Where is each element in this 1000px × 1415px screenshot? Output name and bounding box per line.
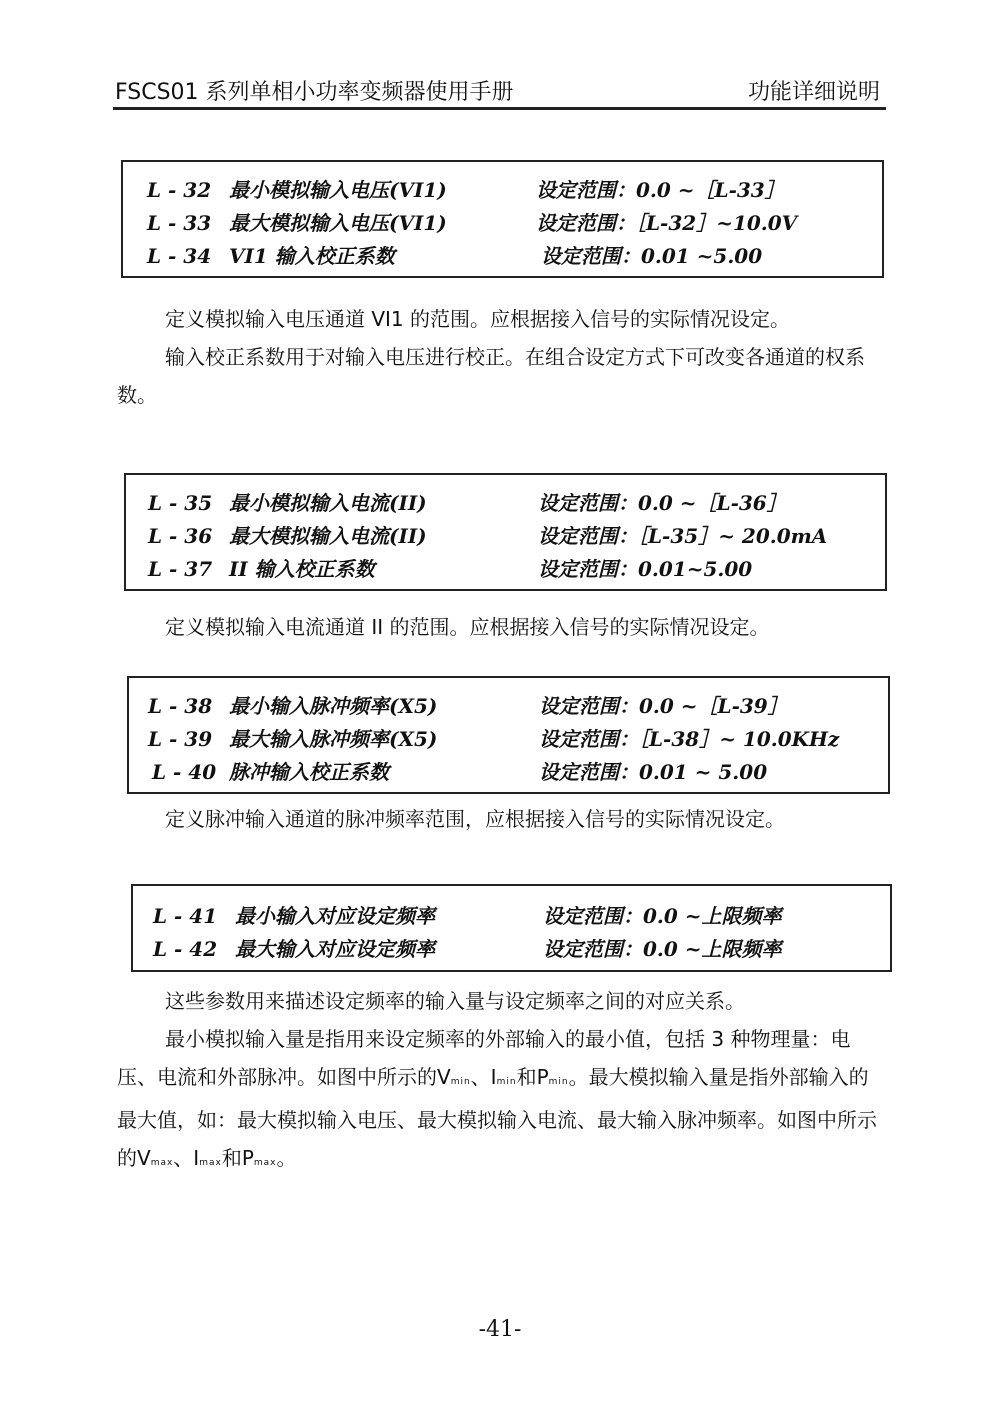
paragraph-text: 定义模拟输入电压通道 VI1 的范围。应根据接入信号的实际情况设定。	[165, 307, 791, 331]
param-range: 设定范围：0.0 ~上限频率	[543, 904, 782, 928]
param-name: 脉冲输入校正系数	[229, 760, 389, 784]
param-range: 设定范围：0.0 ~［L-39］	[539, 694, 788, 718]
param-range: 设定范围：0.01~5.00	[538, 557, 753, 581]
symbol-i: I	[193, 1146, 200, 1170]
paragraph	[117, 982, 887, 1020]
conjunction: 和	[221, 1146, 242, 1170]
param-name: 最小输入脉冲频率(X5)	[229, 694, 438, 718]
param-range: 设定范围：0.01 ~ 5.00	[539, 760, 768, 784]
symbol-p: P	[241, 1146, 254, 1170]
subscript: max	[150, 1158, 174, 1168]
page-header	[113, 75, 886, 110]
param-code: L - 40	[152, 760, 217, 784]
param-code: L - 38	[148, 694, 213, 718]
param-range: 设定范围：0.0 ~［L-33］	[536, 178, 785, 202]
param-name: VI1 输入校正系数	[229, 244, 395, 268]
paragraph	[117, 300, 887, 338]
param-name: 最大模拟输入电压(VI1)	[229, 211, 447, 235]
param-code: L - 35	[148, 491, 213, 515]
param-code: L - 33	[147, 211, 212, 235]
param-name: 最大输入对应设定频率	[235, 937, 435, 961]
paragraph-text: 输入校正系数用于对输入电压进行校正。在组合设定方式下可改变各通道的权系数。	[117, 345, 865, 407]
param-name: 最小模拟输入电压(VI1)	[229, 178, 447, 202]
param-box-l41-l42	[131, 884, 892, 972]
separator: 、	[173, 1146, 194, 1170]
paragraph	[117, 608, 887, 646]
param-range: 设定范围：0.01 ~5.00	[541, 244, 763, 268]
param-range: 设定范围：［L-32］~10.0V	[536, 211, 798, 235]
symbol-p: P	[536, 1065, 549, 1089]
param-code: L - 39	[148, 727, 213, 751]
param-range: 设定范围：0.0 ~上限频率	[543, 937, 782, 961]
param-code: L - 36	[148, 524, 213, 548]
symbol-i: I	[490, 1065, 497, 1089]
paragraph-text: 这些参数用来描述设定频率的输入量与设定频率之间的对应关系。	[165, 989, 745, 1013]
manual-title: FSCS01 系列单相小功率变频器使用手册	[115, 80, 514, 105]
subscript: min	[450, 1077, 471, 1087]
separator: 、	[470, 1065, 491, 1089]
paragraph-text: 定义模拟输入电流通道 II 的范围。应根据接入信号的实际情况设定。	[165, 615, 770, 639]
param-code: L - 41	[153, 904, 218, 928]
param-box-l38-l40	[127, 676, 890, 794]
param-range: 设定范围：［L-35］~ 20.0mA	[538, 524, 828, 548]
param-name: II 输入校正系数	[229, 557, 375, 581]
param-code: L - 32	[147, 178, 212, 202]
paragraph-text: 定义脉冲输入通道的脉冲频率范围，应根据接入信号的实际情况设定。	[165, 807, 785, 831]
param-box-l35-l37	[124, 473, 887, 591]
param-code: L - 42	[153, 937, 218, 961]
subscript: min	[496, 1077, 517, 1087]
subscript: max	[253, 1158, 277, 1168]
param-range: 设定范围：0.0 ~［L-36］	[538, 491, 787, 515]
paragraph-text: 最小模拟输入量是指用来设定频率的外部输入的最小值，包括 3 种物理量：电压、电流和外部脉冲。如图中所示的	[117, 1027, 851, 1089]
symbol-v: V	[437, 1065, 451, 1089]
param-name: 最小模拟输入电流(II)	[229, 491, 427, 515]
conjunction: 和	[516, 1065, 537, 1089]
period: 。	[276, 1146, 297, 1170]
paragraph-text: 。最大模拟输入量是指外部输入的最大值，如：最大模拟输入电压、最大模拟输入电流、最大输入脉冲频率。如图中所示的	[117, 1065, 877, 1170]
param-range: 设定范围：［L-38］~ 10.0KHz	[539, 727, 840, 751]
param-name: 最大模拟输入电流(II)	[229, 524, 427, 548]
param-box-l32-l34	[121, 160, 884, 278]
subscript: min	[548, 1077, 569, 1087]
param-name: 最大输入脉冲频率(X5)	[229, 727, 438, 751]
param-name: 最小输入对应设定频率	[235, 904, 435, 928]
paragraph	[117, 338, 887, 414]
page-number: -41-	[478, 1317, 522, 1342]
subscript: max	[199, 1158, 222, 1168]
paragraph	[117, 800, 887, 838]
symbol-v: V	[137, 1146, 151, 1170]
section-title: 功能详细说明	[747, 80, 880, 105]
paragraph	[117, 1020, 887, 1182]
param-code: L - 37	[148, 557, 213, 581]
param-code: L - 34	[147, 244, 212, 268]
